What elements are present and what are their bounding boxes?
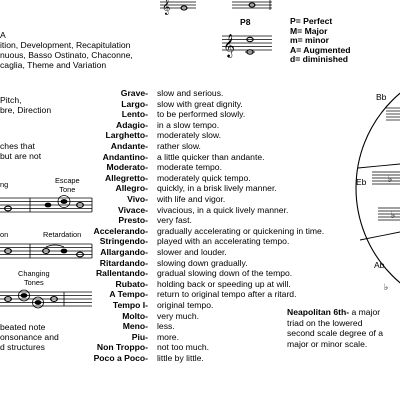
tempo-term: Rallentando- xyxy=(95,268,148,279)
tempo-definition: original tempo. xyxy=(157,300,214,310)
circle-staff-3 xyxy=(378,208,400,220)
tempo-term: Grave- xyxy=(120,88,148,98)
circle-staff-1 xyxy=(386,108,400,120)
tempo-term: Vivo- xyxy=(127,194,148,204)
tempo-definition: moderately quick tempo. xyxy=(157,172,251,183)
tempo-term: Presto- xyxy=(118,215,148,226)
legend-item: P= Perfect xyxy=(290,16,333,26)
tempo-definition: moderately slow. xyxy=(157,130,222,141)
flat-icon: ♭ xyxy=(391,211,396,221)
tempo-definition: rather slow. xyxy=(157,141,201,151)
tempo-term: Tempo I- xyxy=(112,300,148,310)
interval-label: P8 xyxy=(240,17,251,27)
tempo-definition: with life and vigor. xyxy=(157,194,226,204)
tempo-term: Non Troppo- xyxy=(96,342,148,353)
flat-icon: ♭ xyxy=(388,175,393,185)
element-line: bre, Direction xyxy=(0,105,52,115)
tempo-definition: little by little. xyxy=(157,353,204,363)
tempo-term: Andantino- xyxy=(102,151,148,162)
tempo-term: Largo- xyxy=(121,98,148,109)
legend-item: d= diminished xyxy=(290,54,349,64)
tempo-definition: to be performed slowly. xyxy=(157,109,246,120)
form-line: A xyxy=(0,30,6,40)
circle-staff-2 xyxy=(372,172,400,184)
tempo-term: Moderato- xyxy=(106,162,148,173)
bottom-line: d structures xyxy=(0,342,45,352)
element-line: Pitch, xyxy=(0,95,22,105)
circle-label-ab: Ab xyxy=(374,260,385,270)
tempo-term: Accelerando- xyxy=(93,225,148,236)
tempo-term: Stringendo- xyxy=(99,236,148,247)
tempo-definition: return to original tempo after a ritard. xyxy=(157,289,297,300)
tempo-definition: quickly, in a brisk lively manner. xyxy=(157,183,277,194)
tempo-definition: less. xyxy=(157,321,175,332)
neapolitan-text: a major xyxy=(349,307,381,317)
example-label: ng xyxy=(0,180,9,189)
nonchord-line: but are not xyxy=(0,151,42,161)
example-label: on xyxy=(0,230,9,239)
svg-text:𝄞: 𝄞 xyxy=(162,0,171,15)
tempo-definition: slow and serious. xyxy=(157,88,224,98)
tempo-definition: very much. xyxy=(157,310,200,321)
tempo-definition: slower and louder. xyxy=(157,247,227,257)
tempo-definition: played with an accelerating tempo. xyxy=(157,236,290,247)
bottom-line: onsonance and xyxy=(0,332,59,342)
example-label-retardation: Retardation xyxy=(43,230,82,239)
tempo-definition: holding back or speeding up at will. xyxy=(157,278,291,289)
treble-clef-icon: 𝄞 xyxy=(223,33,235,57)
tempo-definition: in a slow tempo. xyxy=(157,119,220,130)
neapolitan-text: major or minor scale. xyxy=(287,338,368,349)
tempo-term: Andante- xyxy=(110,141,148,151)
form-line: nuous, Basso Ostinato, Chaconne, xyxy=(0,50,133,60)
tempo-term: Meno- xyxy=(122,321,148,332)
neapolitan-text: second scale degree of a xyxy=(287,328,384,339)
tempo-term: Lento- xyxy=(121,109,148,120)
tempo-definition: moderate tempo. xyxy=(157,162,222,173)
tempo-term: Ritardando- xyxy=(99,257,148,268)
tempo-definition: vivacious, in a quick lively manner. xyxy=(157,204,289,215)
circle-label-eb: Eb xyxy=(356,177,367,187)
tempo-definition: gradual slowing down of the tempo. xyxy=(157,268,293,279)
tempo-definition: slowing down gradually. xyxy=(157,257,248,268)
tempo-term: Poco a Poco- xyxy=(93,353,148,363)
circle-label-bb: Bb xyxy=(376,92,387,102)
neapolitan-term: Neapolitan 6th- xyxy=(287,307,350,317)
tempo-term: Molto- xyxy=(122,310,148,321)
tempo-definition: gradually accelerating or quickening in time. xyxy=(157,225,325,236)
tempo-term: Larghetto- xyxy=(105,130,148,141)
tempo-term: Allegretto- xyxy=(105,172,148,183)
flat-icon: ♭ xyxy=(384,283,389,293)
neapolitan-text: triad on the lowered xyxy=(287,317,363,328)
tempo-term: Piu- xyxy=(131,331,148,342)
tempo-term: Adagio- xyxy=(116,119,148,130)
form-line: ition, Development, Recapitulation xyxy=(0,40,131,50)
form-line: caglia, Theme and Variation xyxy=(0,60,107,70)
tempo-term: Allegro- xyxy=(115,183,148,194)
tempo-term: Allargando- xyxy=(100,247,148,257)
example-label-changing-tones: Changing Tones xyxy=(18,269,50,287)
nonchord-line: ches that xyxy=(0,141,35,151)
tempo-definition: not too much. xyxy=(157,342,210,353)
legend-item: m= minor xyxy=(290,35,329,45)
example-label-escape-tone: Escape Tone xyxy=(55,176,80,194)
legend-item: M= Major xyxy=(290,25,328,36)
tempo-term: A Tempo- xyxy=(109,289,148,300)
tempo-term: Vivace- xyxy=(118,204,148,215)
tempo-definition: very fast. xyxy=(157,215,192,226)
bottom-line: beated note xyxy=(0,322,46,332)
tempo-definition: slow with great dignity. xyxy=(157,98,243,109)
legend-item: A= Augmented xyxy=(290,44,351,55)
tempo-definition: a little quicker than andante. xyxy=(157,151,265,162)
tempo-term: Rubato- xyxy=(115,278,148,289)
tempo-definition: more. xyxy=(157,331,179,342)
